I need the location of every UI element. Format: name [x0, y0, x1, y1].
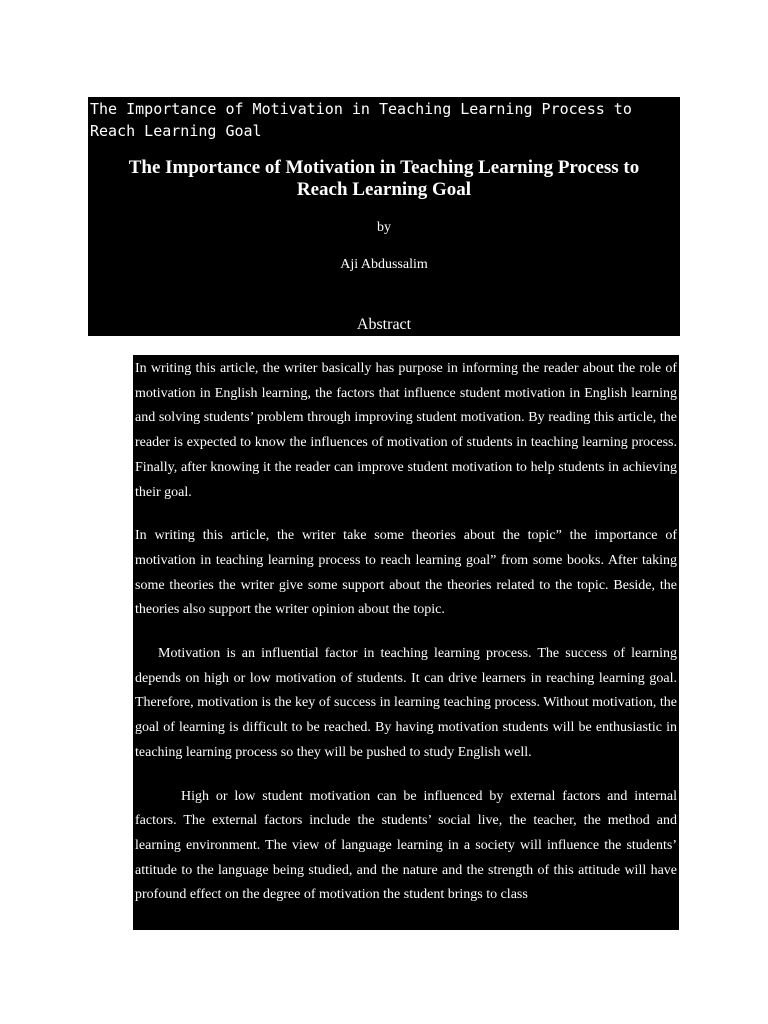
article-title: The Importance of Motivation in Teaching Learning Process to Reach Learning Goal [128, 157, 640, 200]
abstract-paragraph: In writing this article, the writer take some theories about the topic” the importance of motivation in teaching learning process to reach learning goal” from some books. After taking some theories the writer give some support about the theories related to the topic. Beside, the theories also support the writer opinion about the topic. [135, 528, 677, 618]
abstract-paragraph: In writing this article, the writer basically has purpose in informing the reader about the role of motivation in English learning, the factors that influence student motivation in English learning and solving students’ problem through improving student motivation. By reading this article, the reader is expected to know the influences of motivation of students in teaching learning process. Finally, after knowing it the reader can improve student motivation to help students in achieving their goal. [135, 361, 677, 500]
abstract-paragraph: Motivation is an influential factor in teaching learning process. The success of learning depends on high or low motivation of students. It can drive learners in reaching learning goal. Therefore, motivation is the key of success in learning teaching process. Without motivation, the goal of learning is difficult to be reached. By having motivation students will be enthusiastic in teaching learning process so they will be pushed to study English well. [135, 646, 677, 760]
author-name: Aji Abdussalim [340, 257, 428, 272]
abstract-body [133, 355, 679, 930]
by-label: by [377, 220, 391, 235]
abstract-heading: Abstract [356, 316, 412, 333]
title-block [88, 97, 680, 336]
abstract-paragraph: High or low student motivation can be influenced by external factors and internal factors. The external factors include the students’ social live, the teacher, the method and learning environment. The view of language learning in a society will influence the students’ attitude to the language being studied, and the nature and the strength of this attitude will have profound effect on the degree of motivation the student brings to class [135, 788, 677, 903]
document-heading: The Importance of Motivation in Teaching Learning Process to Reach Learning Goal [90, 100, 632, 140]
